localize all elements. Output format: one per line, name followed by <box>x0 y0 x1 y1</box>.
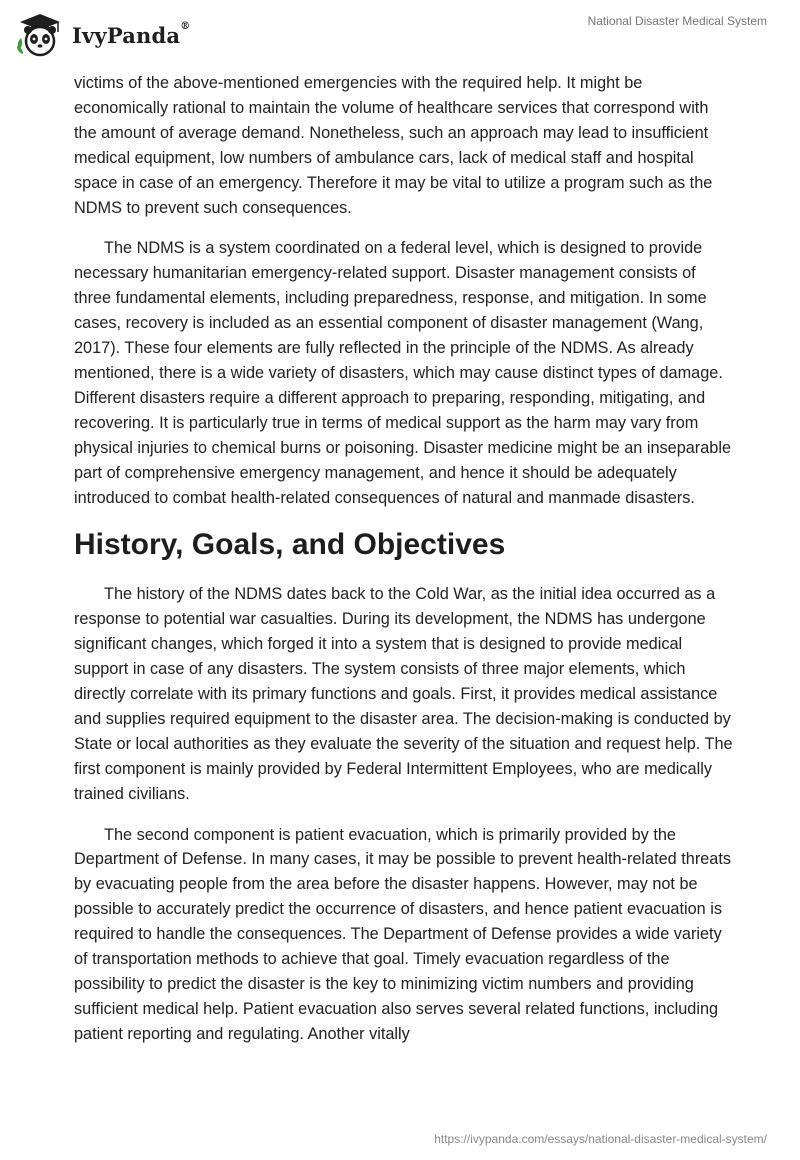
registered-mark: ® <box>180 20 191 32</box>
document-title: National Disaster Medical System <box>587 14 767 28</box>
page-header <box>0 0 800 70</box>
brand-name-text: IvyPanda <box>72 22 181 48</box>
paragraph-2: The NDMS is a system coordinated on a federal level, which is designed to provide necessary humanitarian emergency-related support. Disaster management consists of three fundamental elements, including preparedness, response, and mitigation. In some cases, recovery is included as an essential component of disaster management (Wang, 2017). These four elements are fully reflected in the principle of the NDMS. As already mentioned, there is a wide variety of disasters, which may cause distinct types of damage. Different disasters require a different approach to preparing, responding, mitigating, and recovering. It is particularly true in terms of medical support as the harm may vary from physical injuries to chemical burns or poisoning. Disaster medicine might be an inseparable part of comprehensive emergency management, and hence it should be adequately introduced to combat health-related consequences of natural and manmade disasters. <box>74 239 732 507</box>
brand-logo[interactable] <box>14 8 190 62</box>
source-url[interactable]: https://ivypanda.com/essays/national-disaster-medical-system/ <box>434 1132 767 1146</box>
paragraph-4: The second component is patient evacuation, which is primarily provided by the Department of Defense. In many cases, it may be possible to prevent health-related threats by evacuating people from the area before the disaster happens. However, may not be possible to accurately predict the occurrence of disasters, and hence patient evacuation is required to handle the consequences. The Department of Defense provides a wide variety of transportation methods to achieve that goal. Timely evacuation regardless of the possibility to predict the disaster is the key to minimizing victim numbers and providing sufficient medical help. Patient evacuation also serves several related functions, including patient reporting and regulating. Another vitally <box>74 825 732 1043</box>
section-heading: History, Goals, and Objectives <box>74 528 506 562</box>
panda-logo-icon <box>14 10 66 60</box>
essay-body <box>74 71 734 1063</box>
paragraph-1: victims of the above-mentioned emergencies with the required help. It might be economically rational to maintain the volume of healthcare services that correspond with the amount of average demand. Nonetheless, such an approach may lead to insufficient medical equipment, low numbers of ambulance cars, lack of medical staff and hospital space in case of an emergency. Therefore it may be vital to utilize a program such as the NDMS to prevent such consequences. <box>74 74 713 217</box>
brand-name <box>72 20 191 48</box>
paragraph-3: The history of the NDMS dates back to the Cold War, as the initial idea occurred as a response to potential war casualties. During its development, the NDMS has undergone significant changes, which forged it into a system that is designed to provide medical support in case of any disasters. The system consists of three major elements, which directly correlate with its primary functions and goals. First, it provides medical assistance and supplies required equipment to the disaster area. The decision-making is conducted by State or local authorities as they evaluate the severity of the situation and request help. The first component is mainly provided by Federal Intermittent Employees, who are medically trained civilians. <box>74 585 733 803</box>
